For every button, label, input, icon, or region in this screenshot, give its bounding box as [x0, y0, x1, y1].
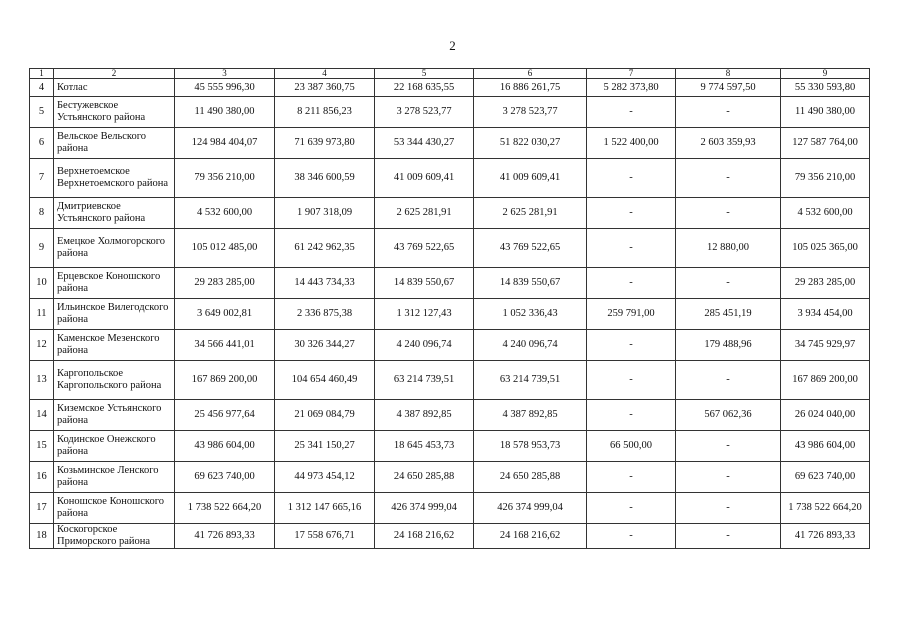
table-row	[30, 431, 870, 462]
page-number: 2	[449, 38, 456, 53]
municipality-name-cell: Котлас	[54, 79, 175, 97]
amount-cell-c4: 17 558 676,71	[275, 524, 375, 549]
table-row	[30, 128, 870, 159]
amount-cell-c3: 41 726 893,33	[175, 524, 275, 549]
amount-cell-c6: 51 822 030,27	[474, 128, 587, 159]
amount-cell-c7: -	[587, 97, 676, 128]
municipality-name-cell: Кодинское Онежского района	[54, 431, 175, 462]
municipality-name-cell: Емецкое Холмогорского района	[54, 229, 175, 268]
amount-cell-c7: -	[587, 159, 676, 198]
amount-cell-c8: -	[676, 159, 781, 198]
row-number-cell: 9	[30, 229, 54, 268]
amount-cell-c6: 426 374 999,04	[474, 493, 587, 524]
amount-cell-c9: 26 024 040,00	[781, 400, 870, 431]
amount-cell-c5: 22 168 635,55	[375, 79, 474, 97]
row-number-cell: 5	[30, 97, 54, 128]
amount-cell-c5: 2 625 281,91	[375, 198, 474, 229]
amount-cell-c6: 2 625 281,91	[474, 198, 587, 229]
amount-cell-c8: 2 603 359,93	[676, 128, 781, 159]
amount-cell-c6: 18 578 953,73	[474, 431, 587, 462]
amount-cell-c5: 43 769 522,65	[375, 229, 474, 268]
table-row	[30, 79, 870, 97]
amount-cell-c5: 4 387 892,85	[375, 400, 474, 431]
municipality-name-cell: Верхнетоемское Верхнетоемского района	[54, 159, 175, 198]
amount-cell-c9: 29 283 285,00	[781, 268, 870, 299]
amount-cell-c6: 4 240 096,74	[474, 330, 587, 361]
municipality-name-cell: Ильинское Вилегодского района	[54, 299, 175, 330]
amount-cell-c9: 69 623 740,00	[781, 462, 870, 493]
amount-cell-c4: 104 654 460,49	[275, 361, 375, 400]
amount-cell-c6: 24 168 216,62	[474, 524, 587, 549]
amount-cell-c4: 14 443 734,33	[275, 268, 375, 299]
amount-cell-c5: 3 278 523,77	[375, 97, 474, 128]
header-cell: 8	[676, 69, 781, 79]
amount-cell-c6: 4 387 892,85	[474, 400, 587, 431]
row-number-cell: 6	[30, 128, 54, 159]
row-number-cell: 13	[30, 361, 54, 400]
amount-cell-c4: 2 336 875,38	[275, 299, 375, 330]
amount-cell-c4: 61 242 962,35	[275, 229, 375, 268]
amount-cell-c8: -	[676, 268, 781, 299]
amount-cell-c6: 24 650 285,88	[474, 462, 587, 493]
amount-cell-c9: 11 490 380,00	[781, 97, 870, 128]
amount-cell-c6: 3 278 523,77	[474, 97, 587, 128]
amount-cell-c8: -	[676, 431, 781, 462]
amount-cell-c8: 179 488,96	[676, 330, 781, 361]
amount-cell-c8: -	[676, 493, 781, 524]
amount-cell-c3: 3 649 002,81	[175, 299, 275, 330]
municipality-name-cell: Бестужевское Устьянского района	[54, 97, 175, 128]
amount-cell-c3: 4 532 600,00	[175, 198, 275, 229]
amount-cell-c4: 23 387 360,75	[275, 79, 375, 97]
header-cell: 1	[30, 69, 54, 79]
amount-cell-c3: 25 456 977,64	[175, 400, 275, 431]
amount-cell-c8: -	[676, 524, 781, 549]
amount-cell-c7: -	[587, 198, 676, 229]
amount-cell-c5: 63 214 739,51	[375, 361, 474, 400]
header-cell: 3	[175, 69, 275, 79]
amount-cell-c5: 18 645 453,73	[375, 431, 474, 462]
header-cell: 6	[474, 69, 587, 79]
amount-cell-c7: 5 282 373,80	[587, 79, 676, 97]
row-number-cell: 8	[30, 198, 54, 229]
amount-cell-c4: 1 312 147 665,16	[275, 493, 375, 524]
amount-cell-c6: 14 839 550,67	[474, 268, 587, 299]
row-number-cell: 11	[30, 299, 54, 330]
row-number-cell: 10	[30, 268, 54, 299]
table-row	[30, 229, 870, 268]
table-row	[30, 268, 870, 299]
municipality-name-cell: Козьминское Ленского района	[54, 462, 175, 493]
municipality-name-cell: Каргопольское Каргопольского района	[54, 361, 175, 400]
amount-cell-c5: 1 312 127,43	[375, 299, 474, 330]
amount-cell-c6: 63 214 739,51	[474, 361, 587, 400]
row-number-cell: 12	[30, 330, 54, 361]
amount-cell-c7: -	[587, 524, 676, 549]
amount-cell-c3: 167 869 200,00	[175, 361, 275, 400]
amount-cell-c5: 41 009 609,41	[375, 159, 474, 198]
municipality-name-cell: Дмитриевское Устьянского района	[54, 198, 175, 229]
row-number-cell: 15	[30, 431, 54, 462]
amount-cell-c3: 11 490 380,00	[175, 97, 275, 128]
amount-cell-c7: 66 500,00	[587, 431, 676, 462]
amount-cell-c9: 79 356 210,00	[781, 159, 870, 198]
amount-cell-c5: 4 240 096,74	[375, 330, 474, 361]
amount-cell-c7: 259 791,00	[587, 299, 676, 330]
table-row	[30, 400, 870, 431]
amount-cell-c4: 25 341 150,27	[275, 431, 375, 462]
amount-cell-c5: 24 650 285,88	[375, 462, 474, 493]
amount-cell-c5: 14 839 550,67	[375, 268, 474, 299]
amount-cell-c7: -	[587, 330, 676, 361]
amount-cell-c8: 12 880,00	[676, 229, 781, 268]
amount-cell-c4: 44 973 454,12	[275, 462, 375, 493]
amount-cell-c8: 567 062,36	[676, 400, 781, 431]
table-row	[30, 493, 870, 524]
municipality-name-cell: Каменское Мезенского района	[54, 330, 175, 361]
table-row	[30, 462, 870, 493]
row-number-cell: 7	[30, 159, 54, 198]
amount-cell-c9: 1 738 522 664,20	[781, 493, 870, 524]
amount-cell-c4: 8 211 856,23	[275, 97, 375, 128]
header-cell: 9	[781, 69, 870, 79]
row-number-cell: 16	[30, 462, 54, 493]
amount-cell-c5: 53 344 430,27	[375, 128, 474, 159]
amount-cell-c9: 41 726 893,33	[781, 524, 870, 549]
amount-cell-c6: 16 886 261,75	[474, 79, 587, 97]
amount-cell-c3: 105 012 485,00	[175, 229, 275, 268]
table-row	[30, 524, 870, 549]
amount-cell-c4: 1 907 318,09	[275, 198, 375, 229]
amount-cell-c4: 71 639 973,80	[275, 128, 375, 159]
municipality-name-cell: Киземское Устьянского района	[54, 400, 175, 431]
table-row	[30, 159, 870, 198]
amount-cell-c3: 79 356 210,00	[175, 159, 275, 198]
amount-cell-c9: 4 532 600,00	[781, 198, 870, 229]
amount-cell-c6: 43 769 522,65	[474, 229, 587, 268]
amount-cell-c6: 41 009 609,41	[474, 159, 587, 198]
budget-table	[29, 68, 870, 549]
municipality-name-cell: Коскогорское Приморского района	[54, 524, 175, 549]
amount-cell-c3: 29 283 285,00	[175, 268, 275, 299]
municipality-name-cell: Ерцевское Коношского района	[54, 268, 175, 299]
table-row	[30, 330, 870, 361]
table-row	[30, 198, 870, 229]
row-number-cell: 14	[30, 400, 54, 431]
amount-cell-c9: 3 934 454,00	[781, 299, 870, 330]
amount-cell-c3: 69 623 740,00	[175, 462, 275, 493]
amount-cell-c7: -	[587, 462, 676, 493]
header-cell: 7	[587, 69, 676, 79]
amount-cell-c7: -	[587, 400, 676, 431]
header-cell: 4	[275, 69, 375, 79]
header-cell: 5	[375, 69, 474, 79]
municipality-name-cell: Коношское Коношского района	[54, 493, 175, 524]
amount-cell-c7: -	[587, 361, 676, 400]
amount-cell-c3: 1 738 522 664,20	[175, 493, 275, 524]
amount-cell-c3: 124 984 404,07	[175, 128, 275, 159]
amount-cell-c6: 1 052 336,43	[474, 299, 587, 330]
header-row	[30, 69, 870, 79]
amount-cell-c8: -	[676, 361, 781, 400]
amount-cell-c3: 43 986 604,00	[175, 431, 275, 462]
row-number-cell: 18	[30, 524, 54, 549]
amount-cell-c3: 34 566 441,01	[175, 330, 275, 361]
amount-cell-c9: 167 869 200,00	[781, 361, 870, 400]
amount-cell-c9: 34 745 929,97	[781, 330, 870, 361]
amount-cell-c3: 45 555 996,30	[175, 79, 275, 97]
row-number-cell: 17	[30, 493, 54, 524]
amount-cell-c4: 21 069 084,79	[275, 400, 375, 431]
amount-cell-c5: 24 168 216,62	[375, 524, 474, 549]
table-body	[30, 69, 870, 549]
amount-cell-c7: -	[587, 493, 676, 524]
amount-cell-c8: 285 451,19	[676, 299, 781, 330]
table-row	[30, 361, 870, 400]
amount-cell-c7: -	[587, 268, 676, 299]
amount-cell-c9: 127 587 764,00	[781, 128, 870, 159]
amount-cell-c8: -	[676, 97, 781, 128]
amount-cell-c8: 9 774 597,50	[676, 79, 781, 97]
row-number-cell: 4	[30, 79, 54, 97]
amount-cell-c9: 55 330 593,80	[781, 79, 870, 97]
amount-cell-c5: 426 374 999,04	[375, 493, 474, 524]
header-cell: 2	[54, 69, 175, 79]
amount-cell-c8: -	[676, 198, 781, 229]
municipality-name-cell: Вельское Вельского района	[54, 128, 175, 159]
amount-cell-c4: 30 326 344,27	[275, 330, 375, 361]
amount-cell-c9: 43 986 604,00	[781, 431, 870, 462]
amount-cell-c7: -	[587, 229, 676, 268]
amount-cell-c9: 105 025 365,00	[781, 229, 870, 268]
amount-cell-c7: 1 522 400,00	[587, 128, 676, 159]
amount-cell-c4: 38 346 600,59	[275, 159, 375, 198]
table-row	[30, 97, 870, 128]
table-row	[30, 299, 870, 330]
amount-cell-c8: -	[676, 462, 781, 493]
